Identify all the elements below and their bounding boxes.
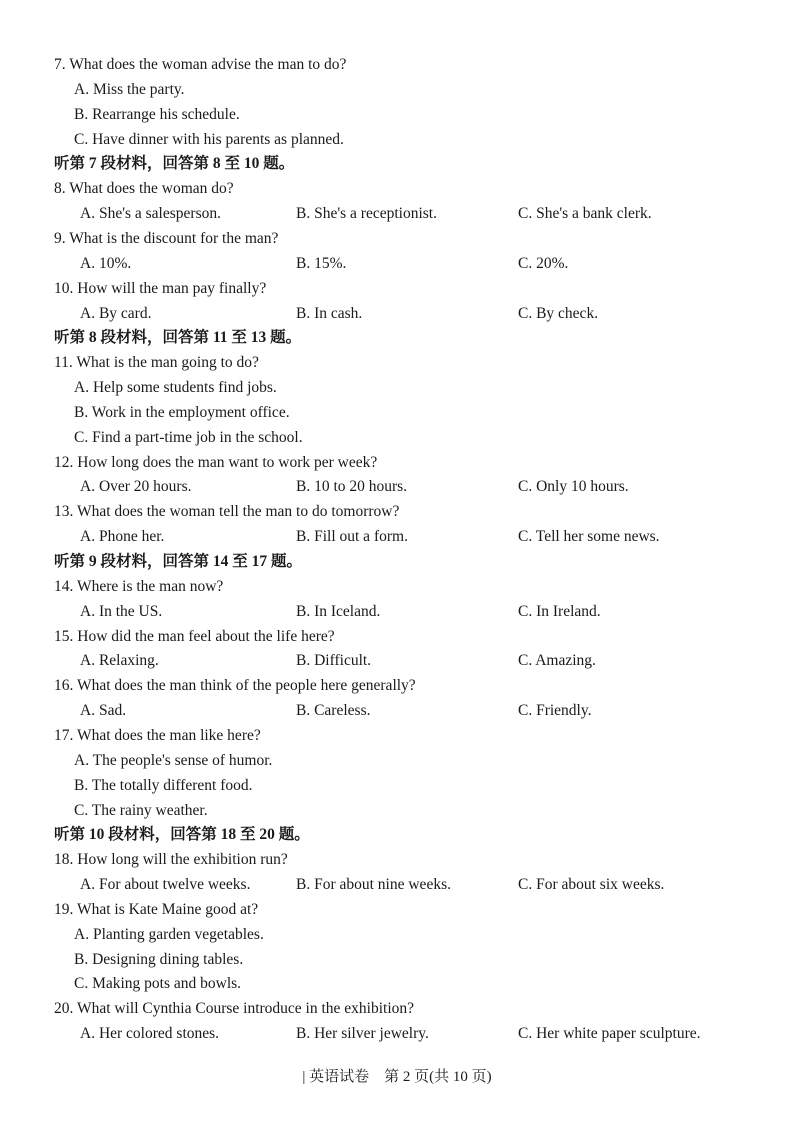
question-text: 16. What does the man think of the people here generally? [54, 677, 416, 695]
answer-option: B. She's a receptionist. [296, 205, 437, 223]
answer-option: B. Difficult. [296, 652, 372, 670]
question-text: 12. How long does the man want to work per week? [54, 453, 378, 471]
answer-option: B. 10 to 20 hours. [296, 478, 408, 496]
answer-option: A. She's a salesperson. [80, 205, 221, 223]
answer-option: A. Planting garden vegetables. [74, 925, 264, 943]
answer-option: A. Help some students find jobs. [74, 379, 277, 397]
question-text: 9. What is the discount for the man? [54, 229, 279, 247]
answer-option: B. For about nine weeks. [296, 876, 451, 894]
answer-option: C. For about six weeks. [518, 876, 665, 894]
answer-option: C. In Ireland. [518, 602, 601, 620]
section-heading: 听第 10 段材料，回答第 18 至 20 题。 [54, 826, 310, 844]
answer-option: A. Sad. [80, 702, 127, 720]
answer-option: A. In the US. [80, 602, 163, 620]
answer-option: B. Fill out a form. [296, 528, 408, 546]
answer-option: B. Careless. [296, 702, 371, 720]
section-heading: 听第 9 段材料，回答第 14 至 17 题。 [54, 553, 303, 570]
question-text: 13. What does the woman tell the man to do tomorrow? [54, 503, 400, 521]
question-text: 15. How did the man feel about the life here? [54, 627, 335, 645]
answer-option: C. The rainy weather. [74, 801, 208, 819]
answer-option: C. Tell her some news. [518, 528, 660, 546]
answer-option: B. Rearrange his schedule. [74, 105, 240, 123]
answer-option: C. 20%. [518, 254, 569, 272]
answer-option: C. Making pots and bowls. [74, 975, 242, 993]
answer-option: C. Friendly. [518, 702, 592, 720]
page-footer: | 英语试卷 第 2 页(共 10 页) [302, 1069, 492, 1085]
answer-option: B. Work in the employment office. [74, 403, 290, 421]
answer-option: C. Only 10 hours. [518, 478, 629, 496]
answer-option: C. Amazing. [518, 652, 596, 670]
answer-option: A. Relaxing. [80, 652, 159, 670]
answer-option: A. Over 20 hours. [80, 478, 192, 496]
answer-option: A. By card. [80, 304, 152, 322]
question-text: 7. What does the woman advise the man to do? [54, 56, 347, 73]
section-heading: 听第 7 段材料，回答第 8 至 10 题。 [54, 155, 295, 173]
answer-option: B. The totally different food. [74, 776, 253, 794]
section-heading: 听第 8 段材料，回答第 11 至 13 题。 [54, 329, 302, 347]
answer-option: A. 10%. [80, 254, 132, 272]
question-text: 19. What is Kate Maine good at? [54, 900, 259, 918]
answer-option: C. Find a part-time job in the school. [74, 428, 303, 446]
answer-option: B. In cash. [296, 304, 363, 322]
answer-option: A. For about twelve weeks. [80, 876, 251, 894]
answer-option: A. Miss the party. [74, 80, 185, 98]
answer-option: C. Have dinner with his parents as planned. [74, 130, 344, 148]
question-text: 18. How long will the exhibition run? [54, 851, 288, 869]
answer-option: C. By check. [518, 304, 599, 322]
question-text: 14. Where is the man now? [54, 577, 224, 595]
question-text: 8. What does the woman do? [54, 180, 234, 198]
answer-option: B. Her silver jewelry. [296, 1025, 429, 1043]
answer-option: A. Phone her. [80, 528, 165, 546]
question-text: 11. What is the man going to do? [54, 354, 259, 372]
answer-option: A. The people's sense of humor. [74, 751, 273, 769]
answer-option: C. Her white paper sculpture. [518, 1025, 701, 1043]
answer-option: A. Her colored stones. [80, 1025, 220, 1043]
answer-option: B. In Iceland. [296, 602, 381, 620]
question-text: 20. What will Cynthia Course introduce in the exhibition? [54, 1000, 415, 1018]
question-text: 10. How will the man pay finally? [54, 279, 267, 297]
question-text: 17. What does the man like here? [54, 726, 261, 744]
answer-option: B. 15%. [296, 254, 347, 272]
answer-option: B. Designing dining tables. [74, 950, 244, 968]
answer-option: C. She's a bank clerk. [518, 205, 652, 223]
